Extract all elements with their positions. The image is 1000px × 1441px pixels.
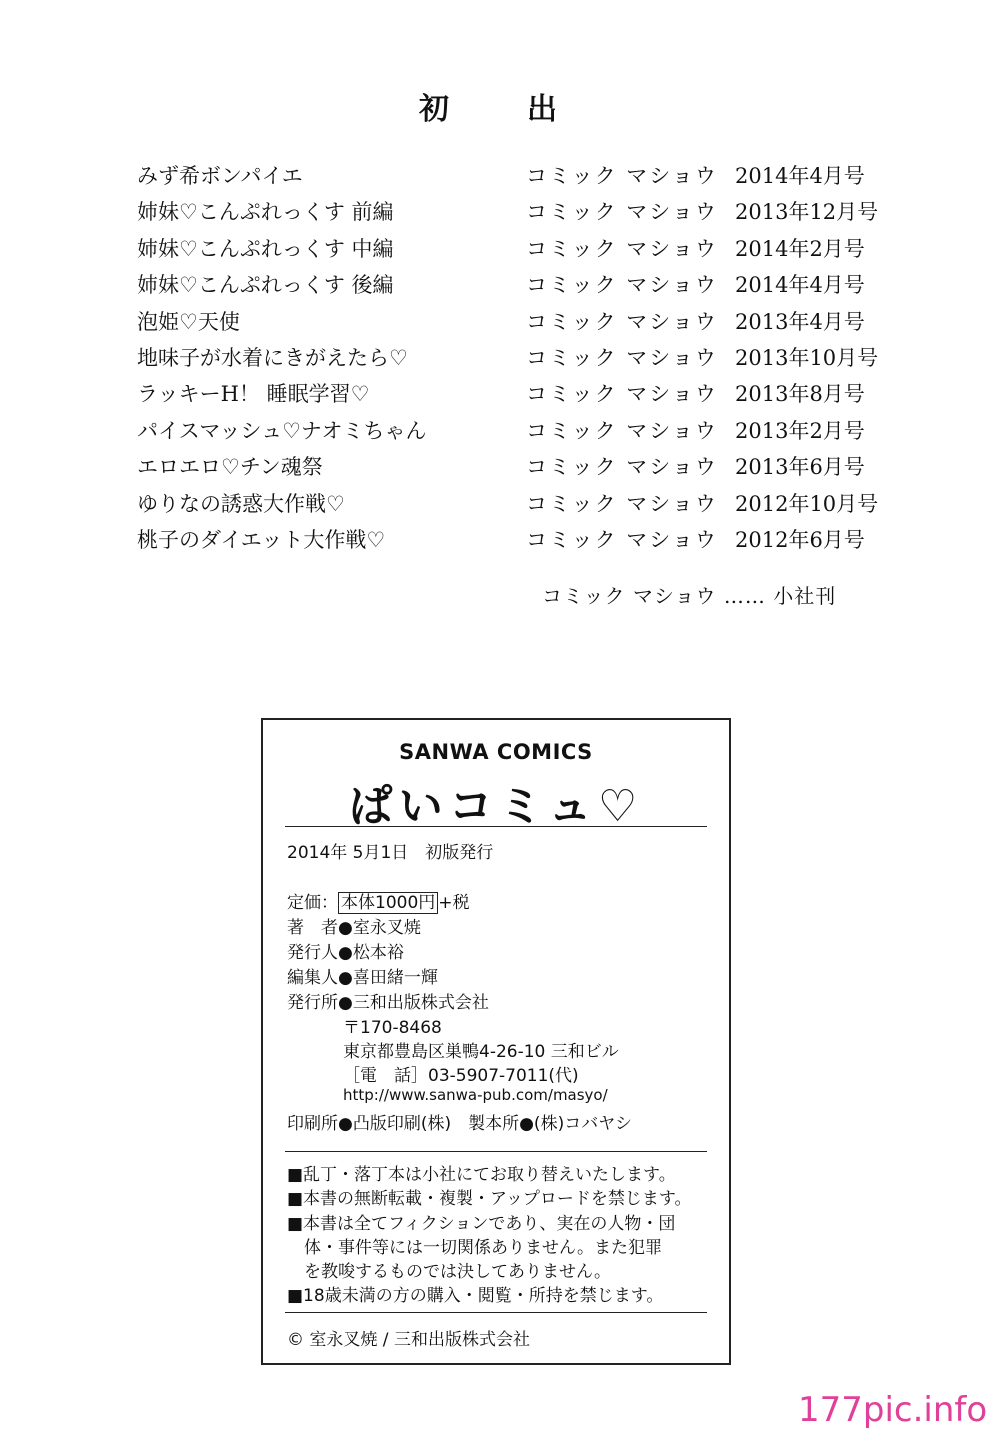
work-magazine: コミック マショウ (526, 309, 718, 334)
publisher-company-line: 発行所●三和出版株式会社 (287, 993, 489, 1013)
series-name: SANWA COMICS (399, 740, 593, 764)
publisher-person-line: 発行人●松本裕 (287, 943, 404, 963)
work-title: 姉妹♡こんぷれっくす 中編 (137, 236, 394, 261)
work-title: 姉妹♡こんぷれっくす 後編 (137, 273, 394, 298)
colophon-box (261, 718, 731, 1365)
work-title: ラッキーH！ 睡眠学習♡ (137, 382, 370, 407)
work-magazine: コミック マショウ (526, 236, 718, 261)
work-issue: 2014年2月号 (735, 236, 865, 261)
work-issue: 2012年6月号 (735, 528, 865, 552)
divider (285, 1151, 707, 1152)
price-box: 本体1000円 (338, 892, 438, 914)
divider (285, 826, 707, 827)
work-row (0, 160, 1000, 196)
work-row (0, 524, 1000, 560)
work-magazine: コミック マショウ (526, 273, 718, 298)
work-title: 桃子のダイエット大作戦♡ (137, 528, 386, 552)
price-line (287, 888, 470, 913)
notice-line: 体・事件等には一切関係ありません。また犯罪 (287, 1238, 663, 1258)
work-magazine: コミック マショウ (526, 164, 718, 188)
work-title: みず希ボンパイエ (137, 164, 303, 188)
notice-line: ■本書の無断転載・複製・アップロードを禁じます。 (287, 1189, 692, 1209)
work-magazine: コミック マショウ (526, 418, 718, 443)
work-row (0, 269, 1000, 305)
work-row (0, 378, 1000, 414)
work-magazine: コミック マショウ (526, 382, 718, 407)
work-title: 姉妹♡こんぷれっくす 前編 (137, 200, 394, 225)
work-issue: 2013年12月号 (735, 200, 879, 225)
notice-line: を教唆するものでは決してありません。 (287, 1262, 612, 1282)
work-issue: 2013年8月号 (735, 382, 865, 407)
price-label: 定価： (287, 893, 338, 913)
copyright-line: © 室永叉焼 / 三和出版株式会社 (287, 1330, 530, 1350)
work-magazine: コミック マショウ (526, 491, 718, 516)
book-title: ぱいコミュ♡ (348, 781, 644, 832)
work-title: 地味子が水着にきがえたら♡ (137, 346, 408, 370)
work-issue: 2012年10月号 (735, 491, 879, 516)
author-line: 著 者●室永叉焼 (287, 918, 421, 938)
work-magazine: コミック マショウ (526, 528, 718, 552)
work-row (0, 451, 1000, 487)
price-suffix: +税 (438, 893, 470, 913)
divider (285, 1312, 707, 1313)
page-heading: 初 出 (419, 92, 581, 127)
publisher-note: コミック マショウ …… 小社刊 (542, 584, 837, 608)
notice-line: ■乱丁・落丁本は小社にてお取り替えいたします。 (287, 1165, 676, 1185)
work-issue: 2013年2月号 (735, 418, 865, 443)
work-row (0, 415, 1000, 451)
work-title: ゆりなの誘惑大作戦♡ (137, 491, 345, 516)
site-watermark: 177pic.info (798, 1390, 988, 1430)
work-issue: 2013年4月号 (735, 309, 865, 334)
address: 東京都豊島区巣鴨4-26-10 三和ビル (343, 1042, 619, 1062)
work-issue: 2013年6月号 (735, 455, 865, 480)
work-magazine: コミック マショウ (526, 200, 718, 225)
work-magazine: コミック マショウ (526, 346, 718, 370)
notice-line: ■18歳未満の方の購入・閲覧・所持を禁じます。 (287, 1286, 664, 1306)
postal-code: 〒170-8468 (343, 1018, 442, 1038)
work-row (0, 488, 1000, 524)
work-issue: 2014年4月号 (735, 164, 865, 188)
phone: ［電 話］03-5907-7011(代) (343, 1066, 579, 1086)
work-row (0, 196, 1000, 232)
edition-date: 2014年 5月1日 初版発行 (287, 843, 494, 863)
notice-line: ■本書は全てフィクションであり、実在の人物・団 (287, 1214, 676, 1234)
work-issue: 2014年4月号 (735, 273, 865, 298)
work-title: 泡姫♡天使 (137, 309, 240, 334)
work-row (0, 233, 1000, 269)
work-title: パイスマッシュ♡ナオミちゃん (137, 418, 427, 443)
work-row (0, 342, 1000, 378)
work-issue: 2013年10月号 (735, 346, 879, 370)
work-row (0, 306, 1000, 342)
website-url[interactable]: http://www.sanwa-pub.com/masyo/ (343, 1086, 608, 1104)
printer-line: 印刷所●凸版印刷(株) 製本所●(株)コバヤシ (287, 1114, 633, 1134)
editor-line: 編集人●喜田緒一輝 (287, 968, 438, 988)
work-magazine: コミック マショウ (526, 455, 718, 480)
work-title: エロエロ♡チン魂祭 (137, 455, 323, 480)
